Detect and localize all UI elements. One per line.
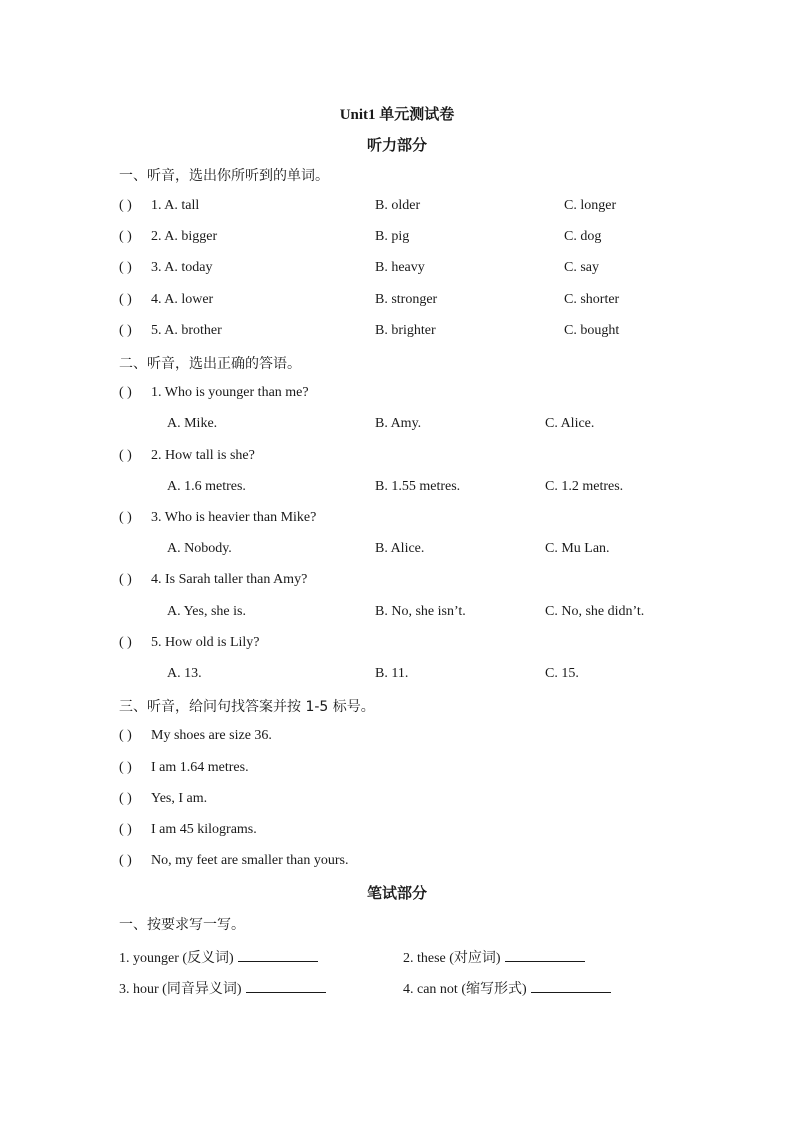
listening-section-title: 听力部分 — [366, 138, 427, 154]
part1-item — [0, 292, 794, 312]
option-c: C. say — [564, 260, 599, 275]
part1-item — [0, 323, 794, 343]
option-c: C. longer — [564, 198, 617, 213]
question-text: 4. Is Sarah taller than Amy? — [151, 572, 308, 587]
item-stem: 5. A. brother — [151, 323, 222, 338]
option-c: C. No, she didn’t. — [545, 604, 645, 619]
question-text: 5. How old is Lily? — [151, 635, 260, 650]
part1-item — [0, 260, 794, 280]
option-a: A. Yes, she is. — [167, 604, 246, 619]
option-b: B. 1.55 metres. — [375, 479, 461, 494]
answer-text: Yes, I am. — [151, 791, 208, 806]
item-stem: 2. A. bigger — [151, 229, 218, 244]
part3-heading: 三、听音，给问句找答案并按 1-5 标号。 — [119, 699, 375, 715]
fill-item — [403, 947, 585, 967]
fill-label: 4. can not (缩写形式) — [403, 982, 527, 997]
option-a: A. Nobody. — [167, 541, 232, 556]
answer-paren[interactable]: ( ) — [119, 385, 132, 400]
option-b: B. No, she isn’t. — [375, 604, 466, 619]
answer-paren[interactable]: ( ) — [119, 198, 132, 213]
fill-item — [119, 978, 326, 998]
option-b: B. 11. — [375, 666, 409, 681]
answer-paren[interactable]: ( ) — [119, 572, 132, 587]
answer-paren[interactable]: ( ) — [119, 635, 132, 650]
item-stem: 1. A. tall — [151, 198, 200, 213]
option-c: C. Mu Lan. — [545, 541, 610, 556]
part2-question — [0, 448, 794, 468]
answer-paren[interactable]: ( ) — [119, 822, 132, 837]
part1-heading: 一、听音，选出你所听到的单词。 — [119, 168, 329, 184]
item-stem: 3. A. today — [151, 260, 213, 275]
part2-options — [0, 416, 794, 436]
option-c: C. bought — [564, 323, 620, 338]
answer-paren[interactable]: ( ) — [119, 853, 132, 868]
part3-item — [0, 728, 794, 748]
option-b: B. brighter — [375, 323, 436, 338]
answer-paren[interactable]: ( ) — [119, 448, 132, 463]
fill-item — [119, 947, 318, 967]
answer-blank[interactable] — [246, 980, 326, 993]
option-b: B. older — [375, 198, 421, 213]
answer-paren[interactable]: ( ) — [119, 260, 132, 275]
part2-question — [0, 635, 794, 655]
option-b: B. stronger — [375, 292, 438, 307]
fill-item — [403, 978, 611, 998]
answer-blank[interactable] — [505, 949, 585, 962]
part2-options — [0, 541, 794, 561]
written-part1-heading: 一、按要求写一写。 — [119, 917, 245, 933]
option-a: A. 1.6 metres. — [167, 479, 246, 494]
answer-paren[interactable]: ( ) — [119, 728, 132, 743]
written-row — [0, 947, 794, 967]
part3-item — [0, 791, 794, 811]
part1-item — [0, 198, 794, 218]
part2-heading: 二、听音，选出正确的答语。 — [119, 356, 301, 372]
part3-item — [0, 760, 794, 780]
fill-label: 1. younger (反义词) — [119, 951, 234, 966]
answer-paren[interactable]: ( ) — [119, 323, 132, 338]
question-text: 2. How tall is she? — [151, 448, 255, 463]
answer-paren[interactable]: ( ) — [119, 791, 132, 806]
option-c: C. 15. — [545, 666, 579, 681]
written-row — [0, 978, 794, 998]
answer-text: My shoes are size 36. — [151, 728, 272, 743]
answer-blank[interactable] — [531, 980, 611, 993]
fill-label: 2. these (对应词) — [403, 951, 501, 966]
answer-paren[interactable]: ( ) — [119, 229, 132, 244]
option-c: C. dog — [564, 229, 602, 244]
option-b: B. Alice. — [375, 541, 425, 556]
answer-paren[interactable]: ( ) — [119, 510, 132, 525]
option-a: A. Mike. — [167, 416, 218, 431]
question-text: 1. Who is younger than me? — [151, 385, 309, 400]
option-c: C. shorter — [564, 292, 620, 307]
part2-options — [0, 604, 794, 624]
part3-item — [0, 853, 794, 873]
option-b: B. pig — [375, 229, 410, 244]
answer-paren[interactable]: ( ) — [119, 292, 132, 307]
part3-item — [0, 822, 794, 842]
part2-question — [0, 385, 794, 405]
item-stem: 4. A. lower — [151, 292, 214, 307]
answer-text: No, my feet are smaller than yours. — [151, 853, 349, 868]
part1-item — [0, 229, 794, 249]
question-text: 3. Who is heavier than Mike? — [151, 510, 317, 525]
written-section-title: 笔试部分 — [366, 886, 427, 902]
option-c: C. Alice. — [545, 416, 595, 431]
part2-question — [0, 510, 794, 530]
part2-question — [0, 572, 794, 592]
option-b: B. heavy — [375, 260, 425, 275]
part2-options — [0, 479, 794, 499]
option-b: B. Amy. — [375, 416, 422, 431]
answer-text: I am 1.64 metres. — [151, 760, 249, 775]
answer-blank[interactable] — [238, 949, 318, 962]
part2-options — [0, 666, 794, 686]
fill-label: 3. hour (同音异义词) — [119, 982, 242, 997]
page-title: Unit1 单元测试卷 — [339, 107, 455, 123]
answer-text: I am 45 kilograms. — [151, 822, 257, 837]
answer-paren[interactable]: ( ) — [119, 760, 132, 775]
option-c: C. 1.2 metres. — [545, 479, 624, 494]
option-a: A. 13. — [167, 666, 202, 681]
